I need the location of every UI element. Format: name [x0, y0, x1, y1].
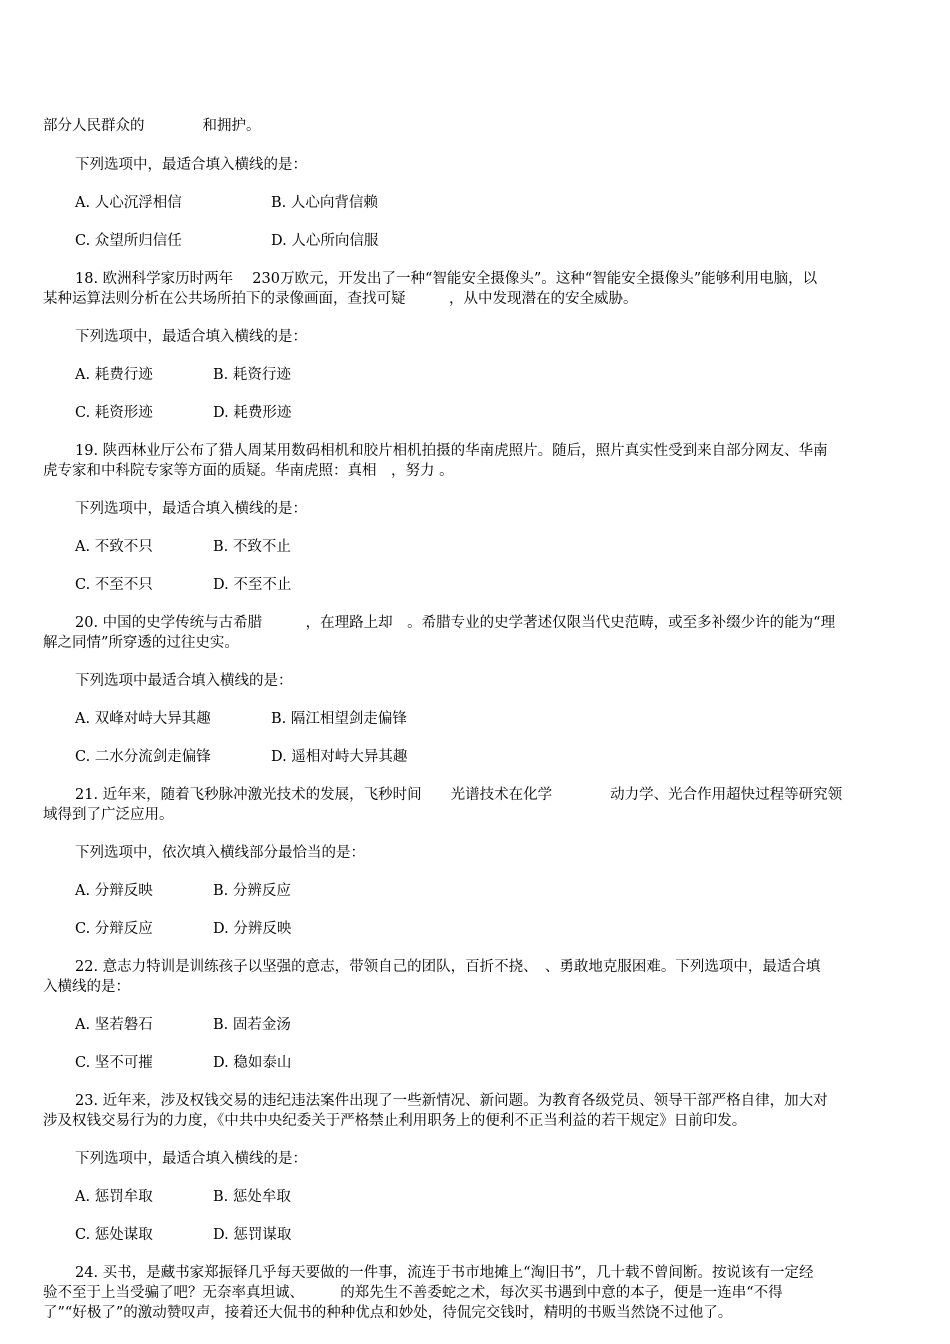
paragraph-line: 20. 中国的史学传统与古希腊 ，在理路上却 。希腊专业的史学著述仅限当代史范畴，或至多补缀少许的能为“理: [75, 615, 836, 631]
option-left: A. 双峰对峙大异其趣: [75, 711, 211, 727]
paragraph-line: 23. 近年来，涉及权钱交易的违纪违法案件出现了一些新情况、新问题。为教育各级党员、领导干部严格自律，加大对: [75, 1093, 828, 1109]
option-right: D. 遥相对峙大异其趣: [271, 749, 408, 765]
option-right: D. 人心所向信服: [271, 233, 379, 249]
paragraph-line: 24. 买书，是藏书家郑振铎几乎每天要做的一件事，流连于书市地摊上“淘旧书”，几十载不曾间断。按说该有一定经: [75, 1265, 814, 1281]
option-left: C. 众望所归信任: [75, 233, 182, 249]
option-left: C. 分辩反应: [75, 921, 153, 937]
paragraph-line: 下列选项中，最适合填入横线的是：: [75, 157, 307, 173]
paragraph-line: 下列选项中，最适合填入横线的是：: [75, 1151, 307, 1167]
paragraph-line: 22. 意志力特训是训练孩子以坚强的意志，带领自己的团队，百折不挠、 、勇敢地克服困难。下列选项中，最适合填: [75, 959, 821, 975]
paragraph-line: 19. 陕西林业厅公布了猎人周某用数码相机和胶片相机拍摄的华南虎照片。随后，照片真实性受到来自部分网友、华南: [75, 443, 828, 459]
option-left: C. 坚不可摧: [75, 1055, 153, 1071]
option-right: D. 分辨反映: [213, 921, 292, 937]
option-left: C. 不至不只: [75, 577, 153, 593]
paragraph-line: 涉及权钱交易行为的力度，《中共中央纪委关于严格禁止利用职务上的便利不正当利益的若干规定》日前印发。: [43, 1113, 747, 1129]
paragraph-line: 下列选项中，最适合填入横线的是：: [75, 329, 307, 345]
option-left: A. 不致不只: [75, 539, 153, 555]
paragraph-line: 下列选项中，最适合填入横线的是：: [75, 501, 307, 517]
option-left: A. 耗费行迹: [75, 367, 153, 383]
paragraph-line: 域得到了广泛应用。: [43, 807, 174, 823]
option-right: D. 稳如泰山: [213, 1055, 292, 1071]
option-left: A. 惩罚牟取: [75, 1189, 153, 1205]
paragraph-line: 某种运算法则分析在公共场所拍下的录像画面，查找可疑 ，从中发现潜在的安全威胁。: [43, 291, 638, 307]
paragraph-line: 验不至于上当受骗了吧？无奈率真坦诚、 的郑先生不善委蛇之术，每次买书遇到中意的本子，便是一连串“不得: [43, 1285, 783, 1301]
option-left: A. 人心沉浮相信: [75, 195, 182, 211]
option-left: C. 惩处谋取: [75, 1227, 153, 1243]
option-right: B. 人心向背信赖: [271, 195, 378, 211]
option-left: C. 二水分流剑走偏锋: [75, 749, 211, 765]
paragraph-line: 部分人民群众的 和拥护。: [43, 118, 261, 134]
option-left: A. 分辩反映: [75, 883, 153, 899]
option-right: B. 隔江相望剑走偏锋: [271, 711, 407, 727]
paragraph-line: 解之同情”所穿透的过往史实。: [43, 635, 239, 651]
option-right: D. 耗费形迹: [213, 405, 292, 421]
paragraph-line: 21. 近年来，随着飞秒脉冲激光技术的发展，飞秒时间 光谱技术在化学 动力学、光合作用超快过程等研究领: [75, 787, 843, 803]
paragraph-line: 了”“好极了”的激动赞叹声，接着还大侃书的种种优点和妙处，待侃完交钱时，精明的书贩当然饶不过他了。: [43, 1305, 733, 1321]
paragraph-line: 下列选项中，依次填入横线部分最恰当的是：: [75, 845, 365, 861]
option-right: B. 分辨反应: [213, 883, 291, 899]
option-right: B. 不致不止: [213, 539, 291, 555]
paragraph-line: 下列选项中最适合填入横线的是：: [75, 673, 293, 689]
option-left: A. 坚若磐石: [75, 1017, 153, 1033]
option-left: C. 耗资形迹: [75, 405, 153, 421]
paragraph-line: 入横线的是：: [43, 979, 130, 995]
option-right: B. 固若金汤: [213, 1017, 291, 1033]
paragraph-line: 18. 欧洲科学家历时两年 230万欧元，开发出了一种“智能安全摄像头”。这种“智能安全摄像头”能够利用电脑，以: [75, 271, 818, 287]
option-right: D. 惩罚谋取: [213, 1227, 292, 1243]
paragraph-line: 虎专家和中科院专家等方面的质疑。华南虎照：真相 ，努力 。: [43, 463, 454, 479]
option-right: B. 惩处牟取: [213, 1189, 291, 1205]
option-right: B. 耗资行迹: [213, 367, 291, 383]
option-right: D. 不至不止: [213, 577, 292, 593]
